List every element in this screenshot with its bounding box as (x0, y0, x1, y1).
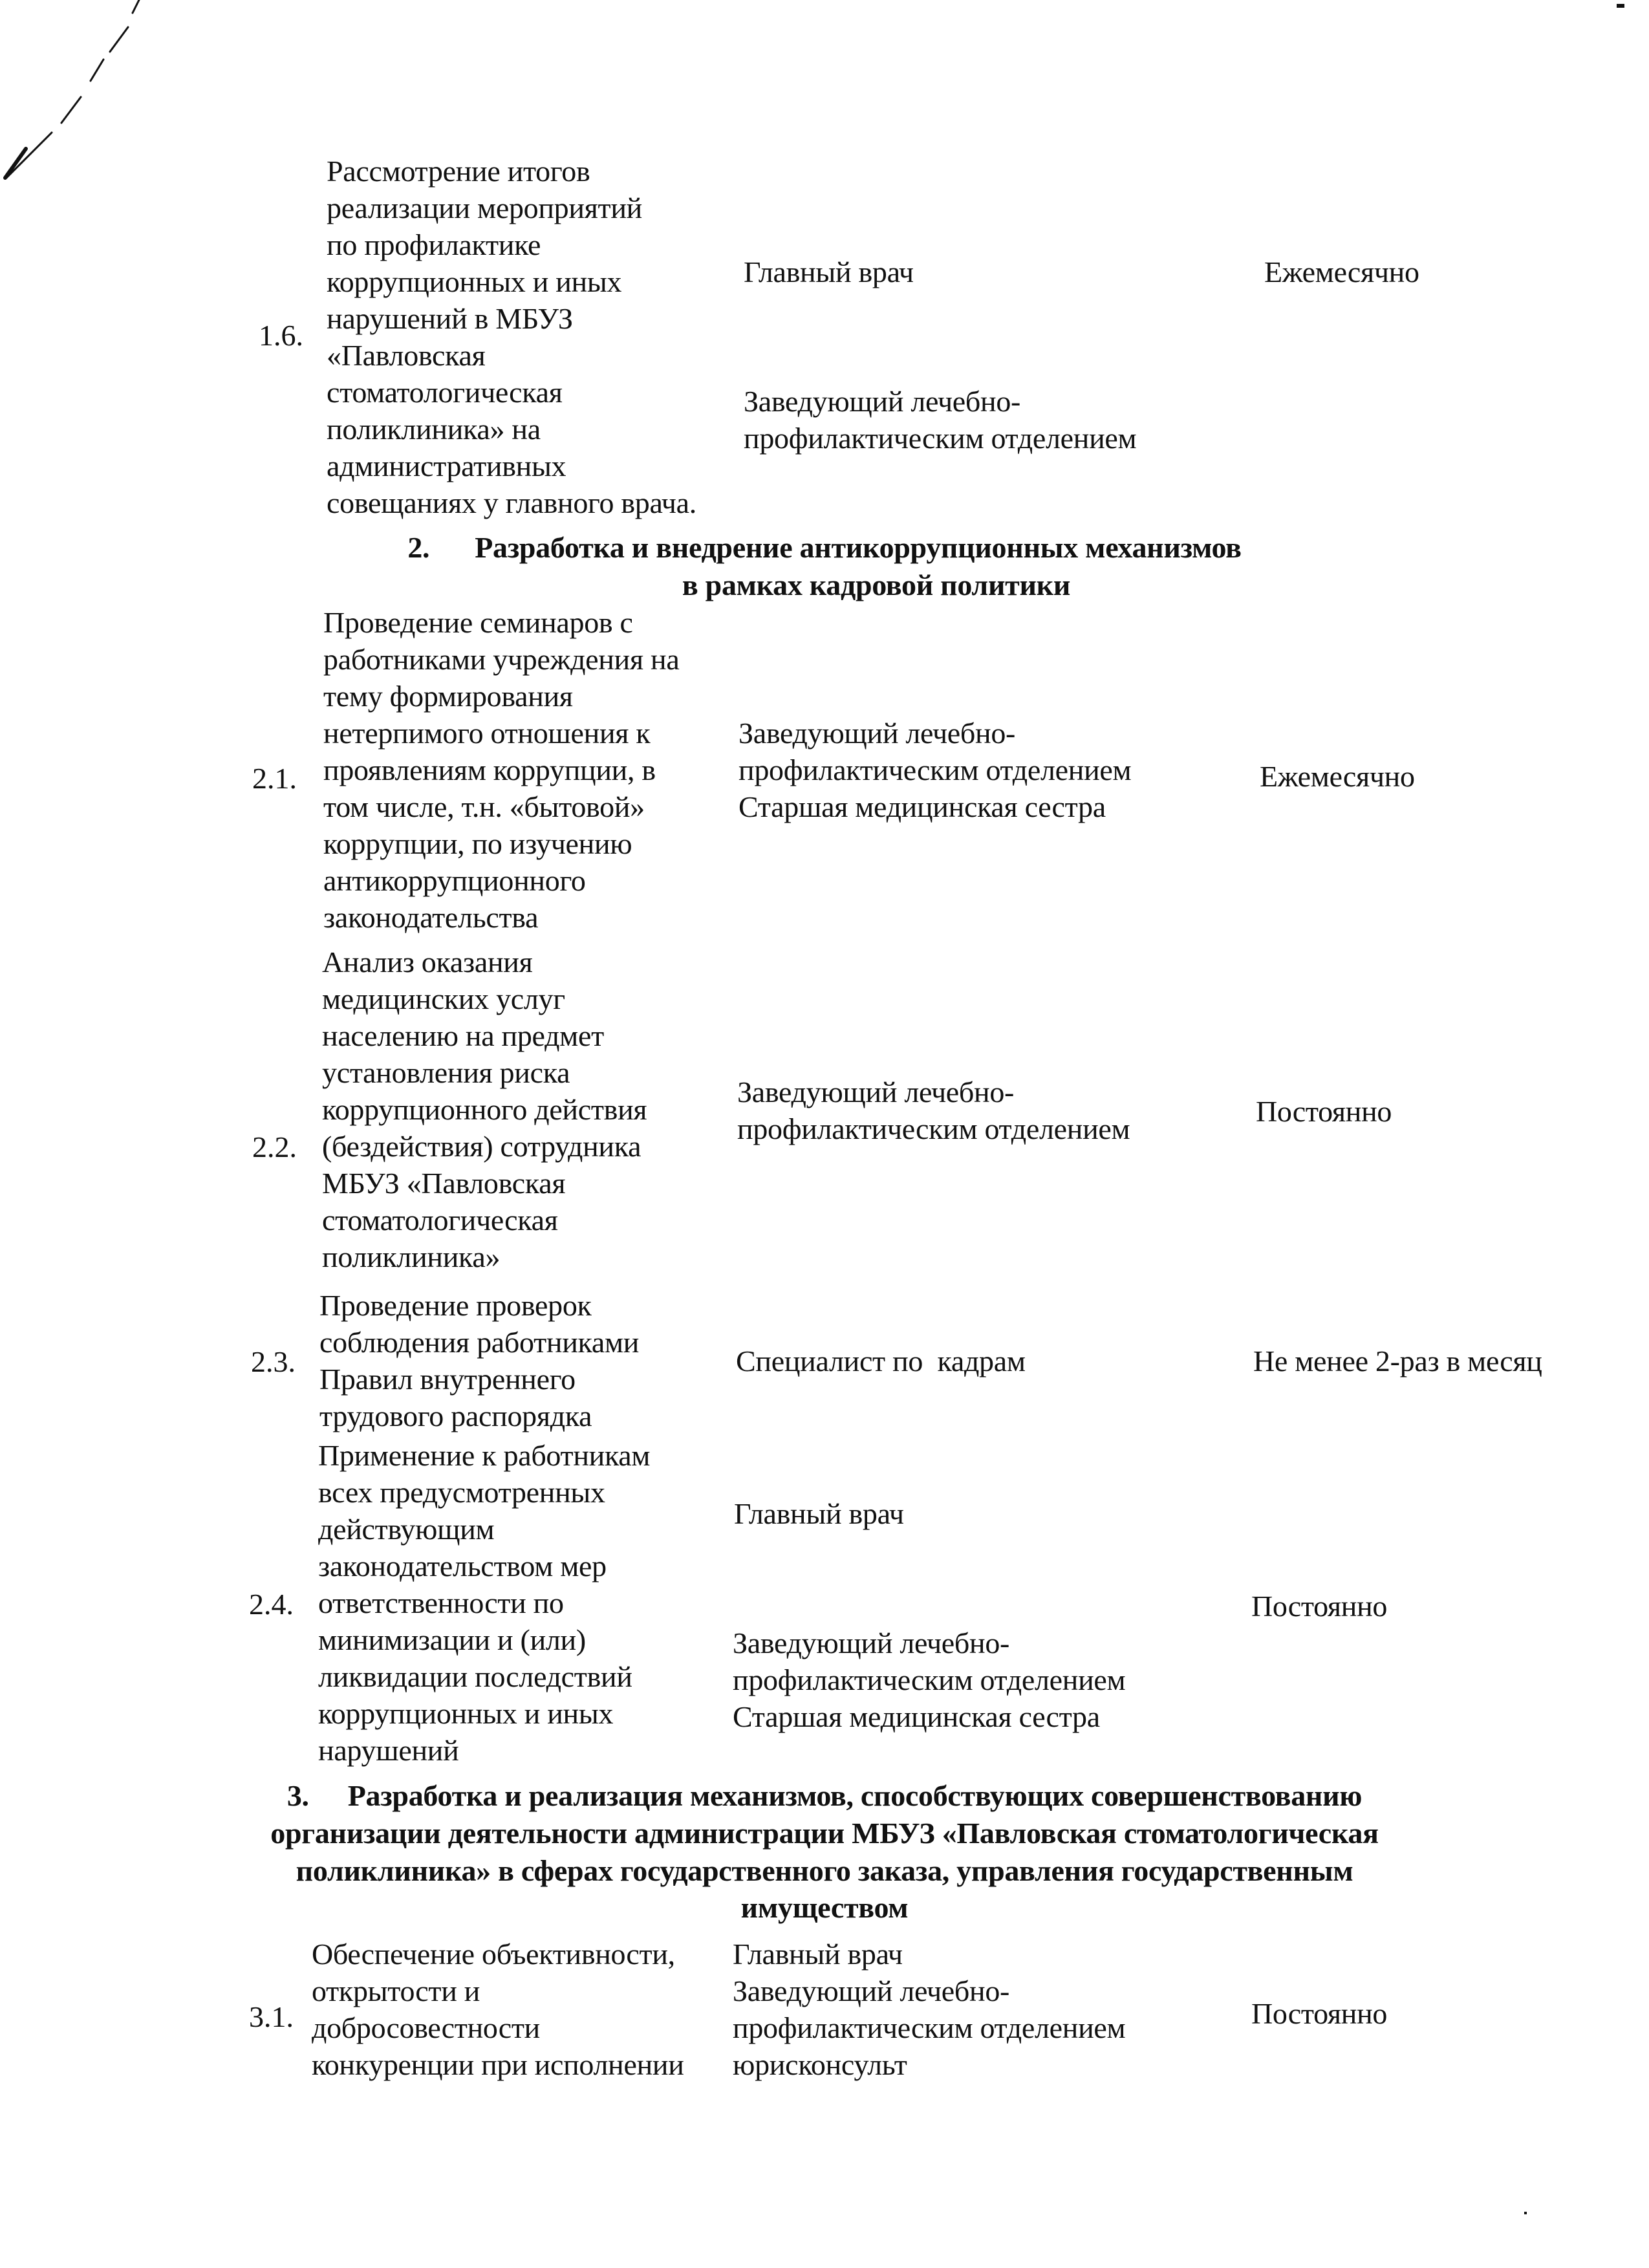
row-number: 2.4. (249, 1588, 294, 1621)
row-deadline: Постоянно (1251, 1590, 1388, 1623)
row-responsible (733, 1936, 1125, 2083)
section-title: Разработка и внедрение антикоррупционных механизмов (475, 531, 1242, 564)
row-description (323, 604, 679, 936)
description-line: открытости и (312, 1974, 480, 2007)
description-line: стоматологическая (327, 376, 563, 409)
description-line: антикоррупционного (323, 864, 586, 897)
description-line: добросовестности (312, 2011, 541, 2044)
description-line: Обеспечение объективности, (312, 1938, 675, 1971)
pen-stroke-mark (0, 0, 155, 181)
section-2-heading-line2: в рамках кадровой политики (682, 568, 1071, 601)
description-line: трудового распорядка (319, 1399, 592, 1432)
description-line: конкуренции при исполнении (312, 2048, 684, 2081)
description-line: Применение к работникам (318, 1439, 651, 1472)
responsible-line: профилактическим отделением (737, 1112, 1130, 1145)
description-line: совещаниях у главного врача. (327, 486, 696, 519)
responsible-line: профилактическим отделением (733, 1663, 1126, 1696)
description-line: медицинских услуг (322, 982, 565, 1015)
description-line: установления риска (322, 1056, 570, 1089)
description-line: всех предусмотренных (318, 1476, 605, 1509)
description-line: ответственности по (318, 1586, 564, 1619)
description-line: соблюдения работниками (319, 1326, 640, 1359)
description-line: минимизации и (или) (318, 1623, 586, 1656)
description-line: нетерпимого отношения к (323, 717, 651, 750)
responsible-line: Старшая медицинская сестра (733, 1700, 1100, 1733)
row-description (327, 153, 696, 521)
scan-speck-top-right (1617, 4, 1624, 8)
row-number: 2.2. (252, 1130, 297, 1163)
row-responsible (737, 1074, 1130, 1147)
row-responsible: профилактическим отделением (744, 422, 1137, 455)
section-number: 2. (407, 531, 430, 564)
description-line: коррупционных и иных (327, 265, 622, 298)
description-line: поликлиника» на (327, 413, 541, 446)
description-line: Правил внутреннего (319, 1363, 576, 1396)
description-line: населению на предмет (322, 1019, 604, 1052)
responsible-line: Заведующий лечебно- (738, 717, 1016, 750)
description-line: тему формирования (323, 680, 573, 713)
row-description (318, 1437, 650, 1769)
description-line: ликвидации последствий (318, 1660, 632, 1693)
description-line: проявлениям коррупции, в (323, 753, 656, 786)
description-line: Проведение семинаров с (323, 606, 633, 639)
description-line: коррупции, по изучению (323, 827, 632, 860)
description-line: административных (327, 449, 566, 482)
row-responsible: Главный врач (734, 1497, 904, 1530)
description-line: Анализ оказания (322, 945, 533, 978)
scan-speck-bottom-right (1524, 2212, 1527, 2214)
section-number: 3. (286, 1779, 309, 1812)
section-3-heading-line3: поликлиника» в сферах государственного заказа, управления государственным (296, 1854, 1353, 1887)
row-description (322, 944, 647, 1275)
responsible-line: Заведующий лечебно- (733, 1974, 1010, 2007)
row-description (312, 1936, 684, 2083)
row-number: 2.3. (251, 1345, 296, 1378)
row-description (319, 1287, 639, 1434)
section-3-heading-line4: имуществом (740, 1891, 909, 1924)
description-line: работниками учреждения на (323, 643, 680, 676)
description-line: Проведение проверок (319, 1289, 592, 1322)
responsible-line: Заведующий лечебно- (737, 1075, 1015, 1108)
description-line: Рассмотрение итогов (327, 155, 590, 188)
description-line: МБУЗ «Павловская (322, 1167, 566, 1200)
responsible-line: юрисконсульт (733, 2048, 907, 2081)
row-deadline: Не менее 2-раз в месяц (1253, 1345, 1542, 1377)
description-line: реализации мероприятий (327, 191, 642, 224)
row-number: 3.1. (249, 2000, 294, 2033)
row-number: 1.6. (259, 319, 303, 352)
row-deadline: Ежемесячно (1264, 255, 1419, 288)
row-responsible: Заведующий лечебно- (744, 385, 1021, 418)
row-responsible: Специалист по кадрам (736, 1345, 1026, 1377)
row-deadline: Ежемесячно (1260, 760, 1415, 793)
row-responsible (733, 1625, 1125, 1735)
row-responsible: Главный врач (744, 255, 914, 288)
section-title: Разработка и реализация механизмов, способствующих совершенствованию (347, 1779, 1363, 1812)
row-number: 2.1. (252, 762, 297, 795)
section-3-heading-line2: организации деятельности администрации МБУЗ «Павловская стоматологическая (270, 1817, 1379, 1850)
description-line: законодательством мер (318, 1550, 607, 1582)
responsible-line: Заведующий лечебно- (733, 1626, 1010, 1659)
responsible-line: Старшая медицинская сестра (738, 790, 1106, 823)
row-deadline: Постоянно (1256, 1095, 1392, 1128)
section-3-heading (0, 1777, 1649, 1814)
description-line: законодательства (323, 901, 539, 934)
section-2-heading (0, 529, 1649, 566)
row-deadline: Постоянно (1251, 1997, 1388, 2030)
description-line: коррупционных и иных (318, 1697, 614, 1730)
description-line: (бездействия) сотрудника (322, 1130, 641, 1163)
description-line: нарушений в МБУЗ (327, 302, 573, 335)
description-line: по профилактике (327, 228, 541, 261)
responsible-line: Главный врач (733, 1938, 903, 1971)
description-line: «Павловская (327, 339, 486, 372)
description-line: поликлиника» (322, 1240, 501, 1273)
responsible-line: профилактическим отделением (738, 753, 1132, 786)
description-line: нарушений (318, 1734, 459, 1767)
description-line: стоматологическая (322, 1204, 558, 1237)
description-line: коррупционного действия (322, 1093, 647, 1126)
row-responsible (738, 715, 1131, 825)
description-line: том числе, т.н. «бытовой» (323, 790, 645, 823)
description-line: действующим (318, 1513, 495, 1546)
responsible-line: профилактическим отделением (733, 2011, 1126, 2044)
